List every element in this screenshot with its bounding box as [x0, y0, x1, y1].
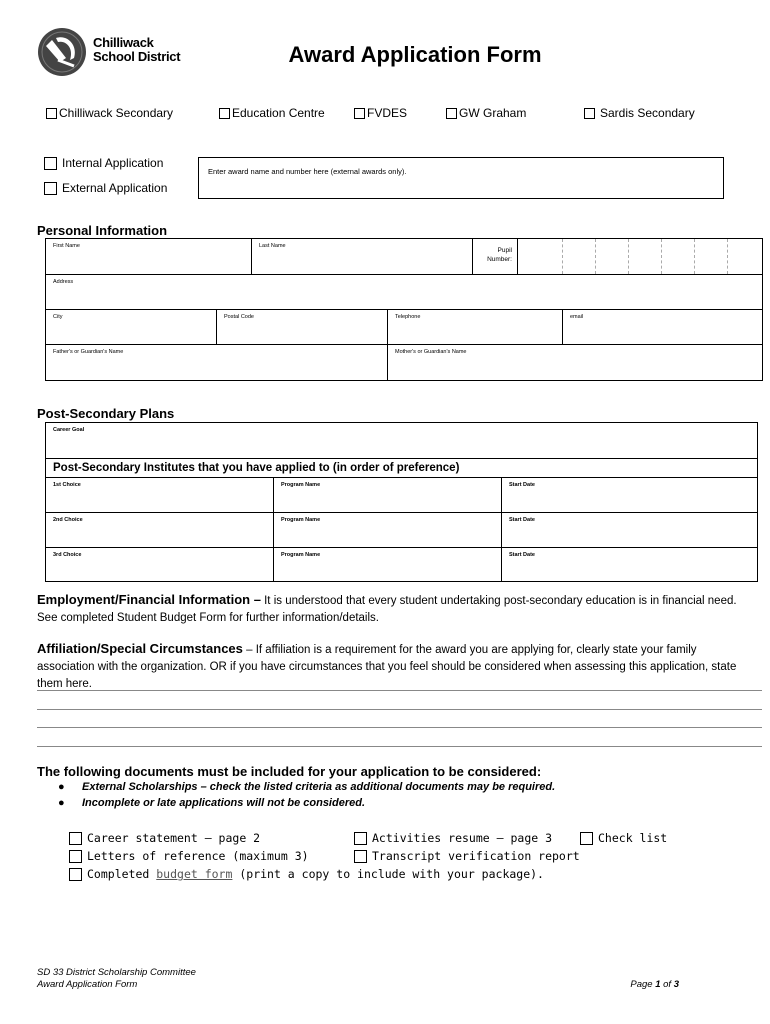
check-list-option[interactable] — [580, 831, 667, 845]
school-option-education-centre[interactable] — [219, 106, 325, 120]
field-label: Postal Code — [224, 314, 254, 320]
checkbox[interactable] — [44, 157, 57, 170]
field-label: Mother's or Guardian's Name — [395, 349, 467, 355]
page-total: 3 — [673, 979, 679, 990]
budget-form-link[interactable]: budget form — [156, 867, 233, 881]
application-type-label: Internal Application — [62, 156, 164, 170]
field-label: Start Date — [509, 517, 535, 523]
budget-form-option[interactable] — [69, 867, 544, 881]
field-label: Start Date — [509, 482, 535, 488]
second-start-date-field[interactable] — [502, 513, 757, 548]
answer-line[interactable] — [37, 727, 762, 728]
field-label: email — [570, 314, 584, 320]
footer-committee: SD 33 District Scholarship Committee — [37, 967, 196, 978]
field-label: Career Goal — [53, 427, 85, 433]
employment-heading: Employment/Financial Information – — [37, 592, 261, 607]
pupil-label-line-2: Number: — [487, 256, 512, 263]
checkbox[interactable] — [219, 108, 230, 119]
mother-guardian-name-field[interactable] — [388, 345, 762, 380]
pupil-number-label — [472, 239, 518, 275]
school-option-sardis-secondary[interactable] — [584, 106, 695, 120]
first-start-date-field[interactable] — [502, 478, 757, 513]
footer — [37, 967, 196, 991]
pupil-label-line-1: Pupil — [497, 247, 512, 254]
email-field[interactable] — [563, 310, 762, 345]
field-label: Program Name — [281, 482, 321, 488]
bullet-text: External Scholarships – check the listed criteria as additional documents may be required. — [82, 781, 556, 793]
page-mid: of — [660, 979, 674, 990]
school-label: Chilliwack Secondary — [59, 106, 174, 120]
logo-line-2: School District — [93, 49, 181, 64]
award-name-field[interactable] — [198, 157, 724, 199]
checkbox[interactable] — [69, 832, 82, 845]
career-goal-field[interactable] — [46, 423, 757, 459]
internal-application-option[interactable] — [44, 156, 163, 170]
checkbox[interactable] — [584, 108, 595, 119]
checklist-label: Activities resume – page 3 — [372, 831, 553, 845]
digit-divider — [727, 239, 728, 274]
checklist-label: Career statement – page 2 — [87, 831, 261, 845]
answer-line[interactable] — [37, 746, 762, 747]
field-label: Start Date — [509, 552, 535, 558]
second-choice-field[interactable] — [46, 513, 274, 548]
checkbox[interactable] — [354, 850, 367, 863]
digit-divider — [562, 239, 563, 274]
checklist-label: Check list — [598, 831, 668, 845]
school-label: Education Centre — [232, 106, 325, 120]
personal-information-table — [45, 238, 763, 381]
institutes-heading-text: Post-Secondary Institutes that you have applied to (in order of preference) — [53, 462, 460, 474]
field-label: 2nd Choice — [53, 517, 83, 523]
documents-heading: The following documents must be included for your application to be considered: — [37, 764, 542, 779]
affiliation-heading: Affiliation/Special Circumstances — [37, 641, 243, 656]
application-type-label: External Application — [62, 181, 168, 195]
school-option-chilliwack-secondary[interactable] — [46, 106, 173, 120]
page-prefix: Page — [630, 979, 656, 990]
third-start-date-field[interactable] — [502, 548, 757, 581]
pupil-number-field[interactable] — [518, 239, 762, 275]
answer-line[interactable] — [37, 709, 762, 710]
digit-divider — [595, 239, 596, 274]
father-guardian-name-field[interactable] — [46, 345, 388, 380]
page-number — [630, 979, 679, 990]
field-label: Father's or Guardian's Name — [53, 349, 124, 355]
footer-form-name: Award Application Form — [37, 979, 138, 990]
school-label: Sardis Secondary — [600, 106, 695, 120]
school-label: GW Graham — [459, 106, 527, 120]
career-statement-option[interactable] — [69, 831, 260, 845]
address-field[interactable] — [46, 275, 762, 310]
post-secondary-plans-heading: Post-Secondary Plans — [37, 406, 175, 421]
transcript-verification-option[interactable] — [354, 849, 580, 863]
answer-line[interactable] — [37, 690, 762, 691]
personal-information-heading: Personal Information — [37, 223, 168, 238]
third-choice-field[interactable] — [46, 548, 274, 581]
field-label: Address — [53, 279, 74, 285]
bullet-icon: ● — [58, 781, 65, 793]
field-label: 3rd Choice — [53, 552, 82, 558]
checklist-label: Completed — [87, 867, 157, 881]
digit-divider — [694, 239, 695, 274]
checkbox[interactable] — [44, 182, 57, 195]
bullet-text: Incomplete or late applications will not be considered. — [82, 797, 365, 809]
field-label: Last Name — [259, 243, 286, 249]
school-option-fvdes[interactable] — [354, 106, 407, 120]
field-label: First Name — [53, 243, 80, 249]
affiliation-text: – If affiliation is a requirement for the award you are applying for, clearly state your family association with the organization. OR if you have circumstances that you feel should be considered when assessing this application, state them here. — [37, 644, 737, 690]
field-label: City — [53, 314, 63, 320]
employment-text: It is understood that every student undertaking post-secondary education is in financial need. See completed Student Budget Form for further information/details. — [37, 595, 737, 624]
first-program-field[interactable] — [274, 478, 502, 513]
field-label: Program Name — [281, 552, 321, 558]
letters-of-reference-option[interactable] — [69, 849, 309, 863]
checkbox[interactable] — [354, 108, 365, 119]
school-option-gw-graham[interactable] — [446, 106, 526, 120]
checkbox[interactable] — [354, 832, 367, 845]
city-field[interactable] — [46, 310, 217, 345]
field-label: 1st Choice — [53, 482, 81, 488]
checkbox[interactable] — [580, 832, 593, 845]
first-choice-field[interactable] — [46, 478, 274, 513]
second-program-field[interactable] — [274, 513, 502, 548]
checkbox[interactable] — [446, 108, 457, 119]
bullet-icon: ● — [58, 797, 65, 809]
digit-divider — [661, 239, 662, 274]
first-name-field[interactable] — [46, 239, 252, 275]
third-program-field[interactable] — [274, 548, 502, 581]
affiliation-paragraph — [37, 640, 737, 693]
institutes-heading — [46, 459, 757, 478]
logo-line-1: Chilliwack — [93, 35, 154, 50]
employment-financial-paragraph — [37, 591, 737, 627]
post-secondary-plans-table — [45, 422, 758, 582]
page-current: 1 — [655, 979, 661, 990]
field-label: Program Name — [281, 517, 321, 523]
checkbox[interactable] — [69, 868, 82, 881]
award-name-placeholder: Enter award name and number here (external awards only). — [208, 167, 407, 176]
digit-divider — [628, 239, 629, 274]
postal-code-field[interactable] — [217, 310, 388, 345]
school-label: FVDES — [367, 106, 408, 120]
checkbox[interactable] — [46, 108, 57, 119]
telephone-field[interactable] — [388, 310, 563, 345]
activities-resume-option[interactable] — [354, 831, 552, 845]
page-title: Award Application Form — [288, 42, 542, 67]
external-application-option[interactable] — [44, 181, 167, 195]
field-label: Telephone — [395, 314, 421, 320]
checklist-label: (print a copy to include with your package). — [232, 867, 544, 881]
checklist-label: Letters of reference (maximum 3) — [87, 849, 309, 863]
checklist-label: Transcript verification report — [372, 849, 580, 863]
checkbox[interactable] — [69, 850, 82, 863]
